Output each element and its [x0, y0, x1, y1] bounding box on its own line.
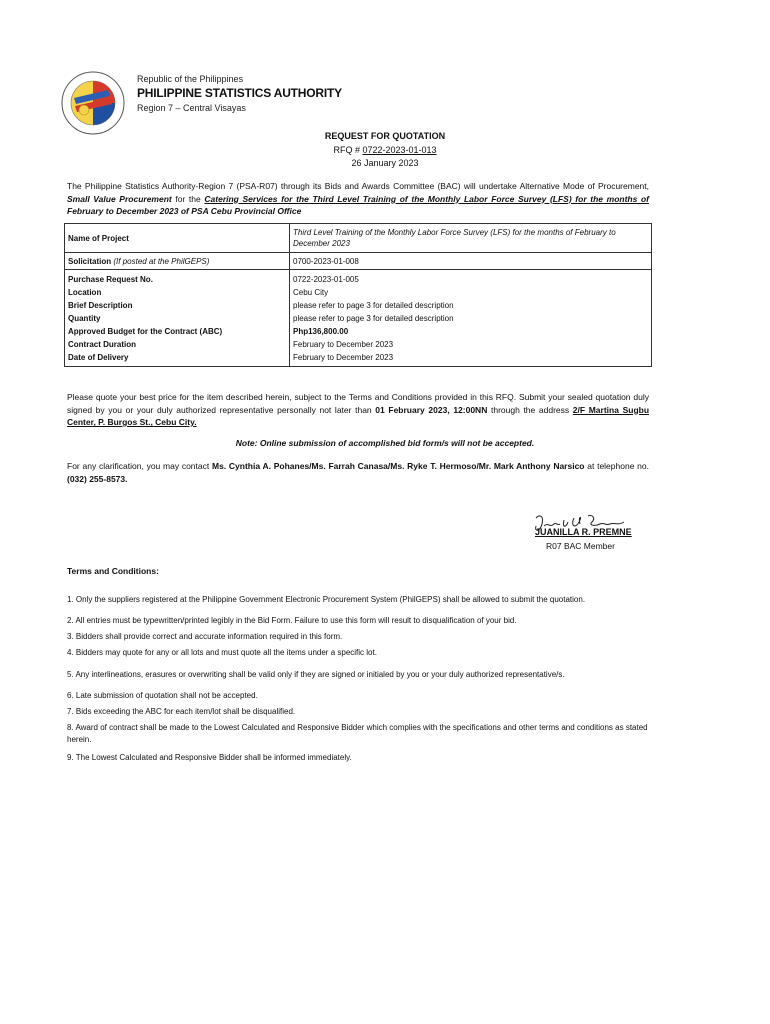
row-label: Contract Duration: [65, 338, 290, 351]
table-row: [65, 338, 652, 351]
row-value: February to December 2023: [290, 338, 652, 351]
term-item: 1. Only the suppliers registered at the Philippine Government Electronic Procurement System (PhilGEPS) shall be allowed to submit the quotation.: [67, 595, 586, 604]
region-label: Region 7 – Central Visayas: [137, 103, 246, 113]
contact-phone: (032) 255-8573.: [67, 473, 128, 484]
signatory-name: JUANILLA R. PREMNE: [535, 527, 632, 537]
row-label-note: (If posted at the PhilGEPS): [113, 256, 210, 266]
agency-name: PHILIPPINE STATISTICS AUTHORITY: [137, 86, 342, 100]
table-row: [65, 286, 652, 299]
intro-text-2: for the: [171, 193, 205, 204]
row-value: Third Level Training of the Monthly Labor Force Survey (LFS) for the months of February to December 2023: [290, 224, 652, 253]
row-label: Quantity: [65, 312, 290, 325]
row-value: Cebu City: [290, 286, 652, 299]
table-row: [65, 299, 652, 312]
rfq-number-prefix: RFQ #: [333, 145, 363, 155]
row-value: please refer to page 3 for detailed description: [290, 312, 652, 325]
row-value: February to December 2023: [290, 351, 652, 367]
row-label: Name of Project: [65, 224, 290, 253]
term-item: 5. Any interlineations, erasures or overwriting shall be valid only if they are signed or initialed by you or your duly authorized representative/s.: [67, 670, 565, 679]
row-value: 0700-2023-01-008: [290, 253, 652, 270]
table-row: [65, 224, 652, 253]
procurement-mode: Small Value Procurement: [67, 193, 172, 204]
table-row: [65, 351, 652, 367]
term-item: 3. Bidders shall provide correct and accurate information required in this form.: [67, 632, 343, 641]
row-label: [65, 253, 290, 270]
row-label: Location: [65, 286, 290, 299]
table-row: [65, 312, 652, 325]
term-item: 9. The Lowest Calculated and Responsive Bidder shall be informed immediately.: [67, 753, 352, 762]
term-item: 2. All entries must be typewritten/printed legibly in the Bid Form. Failure to use this form will result to disqualification of your bid.: [67, 616, 517, 625]
term-item: 6. Late submission of quotation shall not be accepted.: [67, 691, 258, 700]
clarification-text-1: For any clarification, you may contact: [67, 461, 212, 471]
clarification-paragraph: [67, 460, 649, 485]
submission-deadline: 01 February 2023, 12:00NN: [375, 404, 488, 415]
rfq-title: REQUEST FOR QUOTATION: [324, 131, 446, 141]
row-label: Date of Delivery: [65, 351, 290, 367]
row-value: 0722-2023-01-005: [290, 270, 652, 287]
quote-text-2: through the address: [487, 404, 573, 415]
term-item: 4. Bidders may quote for any or all lots and must quote all the items under a specific lot.: [67, 648, 377, 657]
terms-heading: Terms and Conditions:: [67, 566, 159, 576]
signatory-role: R07 BAC Member: [546, 541, 615, 551]
contact-persons: Ms. Cynthia A. Pohanes/Ms. Farrah Canasa/Ms. Ryke T. Hermoso/Mr. Mark Anthony Narsico: [211, 461, 585, 471]
online-submission-note: Note: Online submission of accomplished bid form/s will not be accepted.: [235, 438, 535, 448]
quotation-instructions: [67, 391, 649, 429]
row-value: please refer to page 3 for detailed description: [290, 299, 652, 312]
row-label: Purchase Request No.: [65, 270, 290, 287]
republic-label: Republic of the Philippines: [137, 74, 244, 84]
psa-seal-logo: [60, 70, 126, 136]
clarification-text-2: at telephone no.: [584, 461, 649, 471]
table-row: [65, 325, 652, 338]
quote-text-1: Please quote your best price for the item described herein, subject to the Terms and Conditions provided in this RFQ. Submit your sealed quotation duly signed by you or your duly authorized representative personally not later than: [67, 392, 649, 415]
submission-address: 2/F Martina Sugbu Center, P. Burgos St., Cebu City.: [67, 404, 650, 427]
rfq-number-value: 0722-2023-01-013: [362, 145, 437, 155]
intro-paragraph: [67, 180, 649, 218]
table-row: [65, 270, 652, 287]
procurement-period: February to December 2023 of PSA Cebu Provincial Office: [67, 206, 302, 216]
rfq-number: [0, 145, 770, 155]
header-block: [137, 74, 342, 113]
term-item: 7. Bids exceeding the ABC for each item/lot shall be disqualified.: [67, 707, 296, 716]
rfq-date: 26 January 2023: [351, 158, 419, 168]
row-label: Brief Description: [65, 299, 290, 312]
row-value: Php136,800.00: [290, 325, 652, 338]
table-row: [65, 253, 652, 270]
row-label-text: Solicitation: [68, 256, 112, 266]
procurement-subject: Catering Services for the Third Level Training of the Monthly Labor Force Survey (LFS) for the months of: [204, 193, 649, 204]
row-label: Approved Budget for the Contract (ABC): [65, 325, 290, 338]
term-item: 8. Award of contract shall be made to the Lowest Calculated and Responsive Bidder which complies with the specifications and other terms and conditions as stated herein.: [67, 723, 648, 744]
project-details-table: [64, 223, 652, 367]
intro-text-1: The Philippine Statistics Authority-Region 7 (PSA-R07) through its Bids and Awards Committee (BAC) will undertake Alternative Mode of Procurement,: [67, 181, 649, 191]
